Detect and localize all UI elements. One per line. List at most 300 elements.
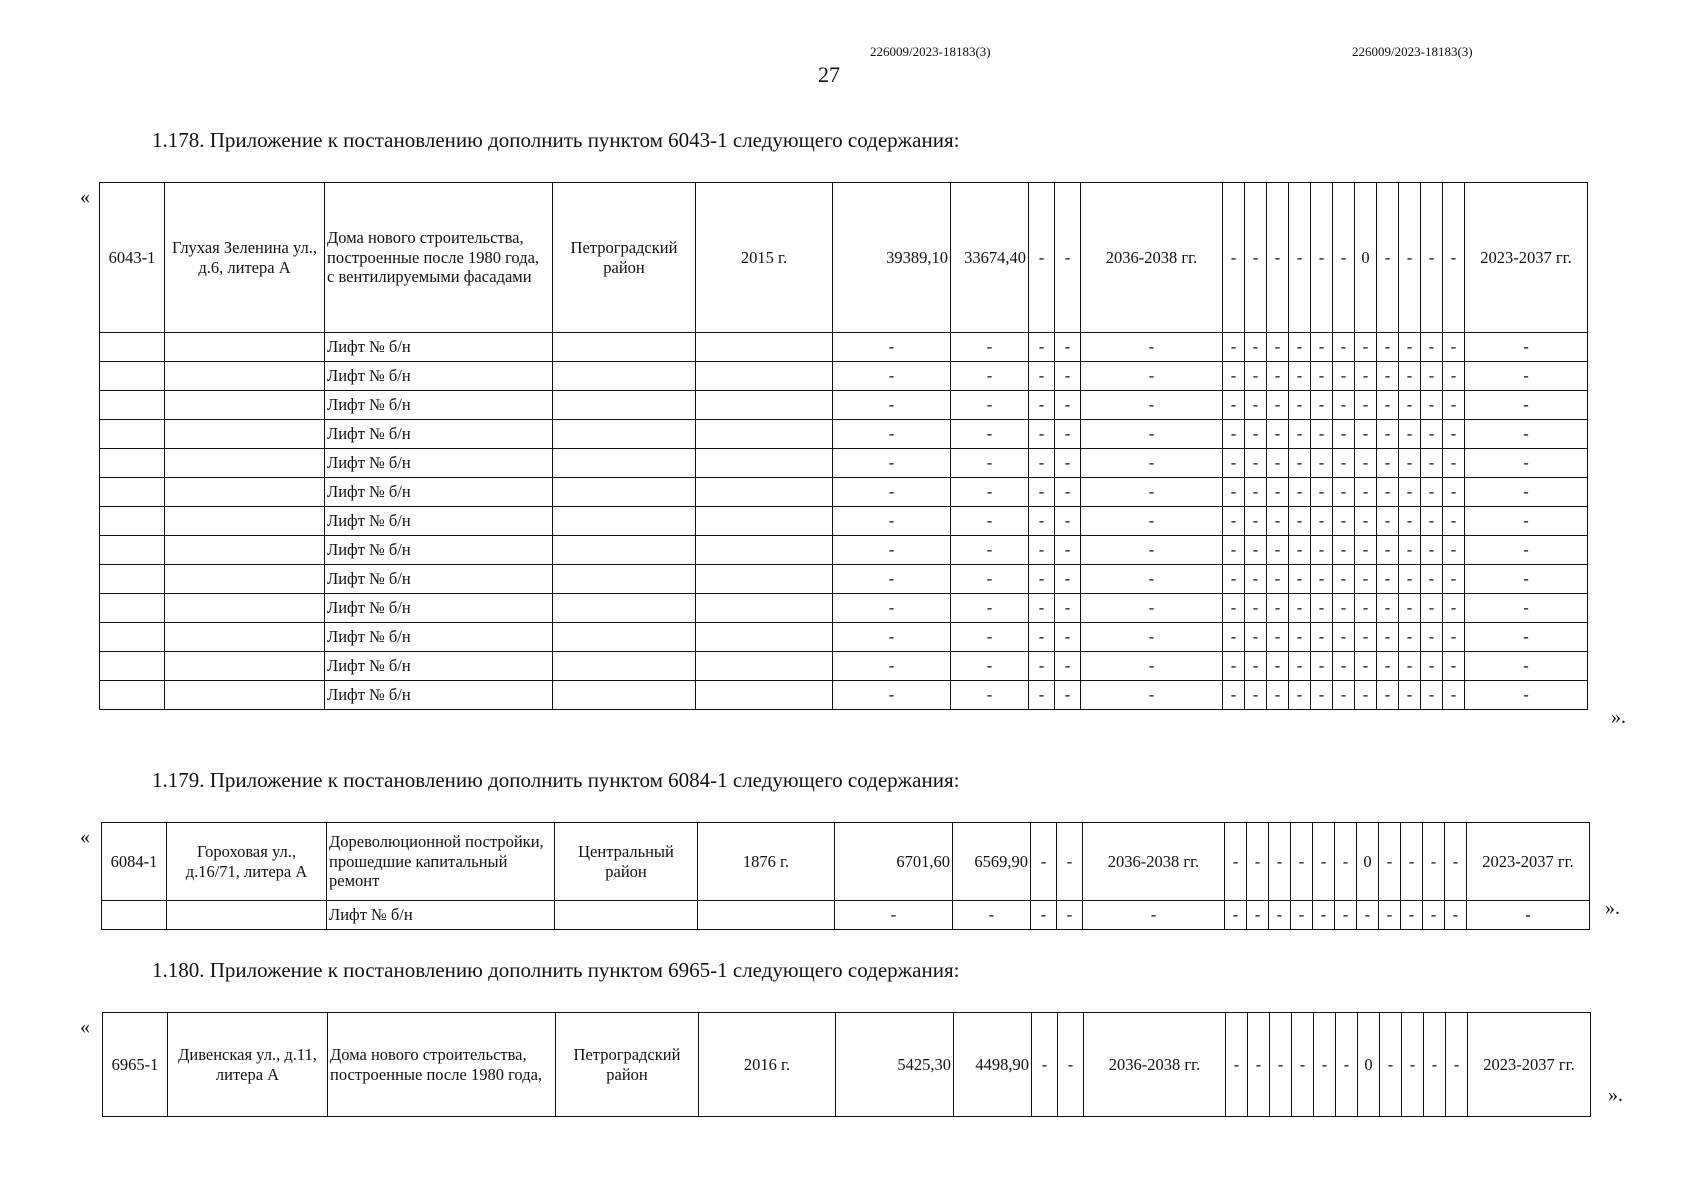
mark-cell: - <box>1399 449 1421 478</box>
elevator-label: Лифт № б/н <box>325 507 553 536</box>
district: Центральный район <box>555 823 698 901</box>
item-number <box>100 652 165 681</box>
mark-cell: - <box>1267 362 1289 391</box>
mark-cell: - <box>1399 565 1421 594</box>
col-c1: - <box>1032 1013 1058 1117</box>
col-c2: - <box>1055 391 1081 420</box>
area-living: - <box>951 536 1029 565</box>
mark-cell: - <box>1311 594 1333 623</box>
col-c1: - <box>1029 478 1055 507</box>
district: Петроградский район <box>553 183 696 333</box>
table-row <box>100 478 1588 507</box>
district <box>555 901 698 930</box>
build-year: 2016 г. <box>699 1013 836 1117</box>
build-year <box>696 478 833 507</box>
mark-cell: - <box>1377 536 1399 565</box>
mark-cell: - <box>1245 594 1267 623</box>
build-year: 2015 г. <box>696 183 833 333</box>
mark-cell: - <box>1333 623 1355 652</box>
mark-cell: - <box>1225 823 1247 901</box>
col-c2: - <box>1055 681 1081 710</box>
mark-cell: - <box>1443 478 1465 507</box>
col-c2: - <box>1057 823 1083 901</box>
mark-cell: - <box>1245 183 1267 333</box>
mark-cell: - <box>1245 623 1267 652</box>
col-c2: - <box>1055 362 1081 391</box>
mark-cell: - <box>1289 183 1311 333</box>
district <box>553 420 696 449</box>
mark-cell: - <box>1311 183 1333 333</box>
build-year <box>696 652 833 681</box>
mark-cell: - <box>1289 391 1311 420</box>
mark-cell: - <box>1267 333 1289 362</box>
col-c1: - <box>1029 536 1055 565</box>
item-number <box>102 901 167 930</box>
mark-cell: - <box>1289 623 1311 652</box>
area-living: - <box>951 420 1029 449</box>
address <box>165 565 325 594</box>
item-number <box>100 565 165 594</box>
address <box>165 420 325 449</box>
address <box>165 391 325 420</box>
mark-cell: - <box>1311 681 1333 710</box>
mark-cell: - <box>1377 420 1399 449</box>
col-c2: - <box>1055 623 1081 652</box>
section-title-1179: 1.179. Приложение к постановлению дополнить пунктом 6084-1 следующего содержания: <box>152 768 960 792</box>
mark-cell: - <box>1333 536 1355 565</box>
mark-cell: - <box>1377 681 1399 710</box>
plan-period: - <box>1465 652 1588 681</box>
table-row <box>100 594 1588 623</box>
period: - <box>1081 449 1223 478</box>
area-living: - <box>951 391 1029 420</box>
mark-cell: - <box>1245 362 1267 391</box>
mark-cell: - <box>1311 623 1333 652</box>
period: - <box>1081 681 1223 710</box>
item-number <box>100 420 165 449</box>
mark-cell: - <box>1333 183 1355 333</box>
mark-cell: - <box>1355 536 1377 565</box>
area-total: - <box>833 478 951 507</box>
mark-cell: - <box>1421 333 1443 362</box>
col-c2: - <box>1055 507 1081 536</box>
mark-cell: - <box>1421 449 1443 478</box>
mark-cell: 0 <box>1357 823 1379 901</box>
mark-cell: - <box>1267 681 1289 710</box>
mark-cell: - <box>1270 1013 1292 1117</box>
item-number: 6084-1 <box>102 823 167 901</box>
table-row-main <box>100 183 1588 333</box>
mark-cell: - <box>1245 449 1267 478</box>
mark-cell: - <box>1267 183 1289 333</box>
area-total: - <box>833 391 951 420</box>
build-year <box>696 420 833 449</box>
address <box>165 594 325 623</box>
mark-cell: - <box>1421 623 1443 652</box>
mark-cell: - <box>1377 449 1399 478</box>
open-quote-1178: « <box>80 186 90 208</box>
table-row-main <box>102 823 1590 901</box>
item-number <box>100 594 165 623</box>
elevator-label: Лифт № б/н <box>325 594 553 623</box>
mark-cell: - <box>1247 901 1269 930</box>
mark-cell: - <box>1377 652 1399 681</box>
mark-cell: - <box>1424 1013 1446 1117</box>
mark-cell: - <box>1289 420 1311 449</box>
col-c2: - <box>1055 565 1081 594</box>
building-type: Дореволюционной постройки, прошедшие капитальный ремонт <box>327 823 555 901</box>
address <box>165 507 325 536</box>
area-total: - <box>833 652 951 681</box>
area-total: - <box>833 420 951 449</box>
mark-cell: - <box>1377 333 1399 362</box>
period: - <box>1081 507 1223 536</box>
mark-cell: - <box>1443 391 1465 420</box>
district <box>553 652 696 681</box>
mark-cell: - <box>1311 507 1333 536</box>
col-c2: - <box>1055 536 1081 565</box>
mark-cell: - <box>1289 681 1311 710</box>
area-living: - <box>951 507 1029 536</box>
col-c2: - <box>1057 901 1083 930</box>
mark-cell: - <box>1223 565 1245 594</box>
area-total: - <box>833 449 951 478</box>
mark-cell: - <box>1333 478 1355 507</box>
plan-period: - <box>1465 449 1588 478</box>
address: Гороховая ул., д.16/71, литера А <box>167 823 327 901</box>
col-c1: - <box>1029 623 1055 652</box>
mark-cell: - <box>1289 594 1311 623</box>
period: - <box>1081 652 1223 681</box>
col-c2: - <box>1055 333 1081 362</box>
plan-period: - <box>1465 420 1588 449</box>
mark-cell: - <box>1225 901 1247 930</box>
col-c1: - <box>1029 594 1055 623</box>
mark-cell: - <box>1379 901 1401 930</box>
mark-cell: - <box>1399 391 1421 420</box>
area-total: - <box>833 362 951 391</box>
district <box>553 391 696 420</box>
mark-cell: - <box>1401 823 1423 901</box>
period: 2036-2038 гг. <box>1083 823 1225 901</box>
mark-cell: - <box>1333 652 1355 681</box>
mark-cell: - <box>1223 594 1245 623</box>
mark-cell: - <box>1377 507 1399 536</box>
mark-cell: - <box>1443 681 1465 710</box>
mark-cell: - <box>1247 823 1269 901</box>
period: 2036-2038 гг. <box>1084 1013 1226 1117</box>
col-c1: - <box>1031 823 1057 901</box>
area-living: - <box>951 478 1029 507</box>
plan-period: 2023-2037 гг. <box>1465 183 1588 333</box>
mark-cell: - <box>1267 478 1289 507</box>
period: - <box>1081 478 1223 507</box>
close-quote-1178: ». <box>1611 706 1626 728</box>
mark-cell: - <box>1223 333 1245 362</box>
mark-cell: - <box>1267 507 1289 536</box>
mark-cell: - <box>1223 391 1245 420</box>
mark-cell: - <box>1355 449 1377 478</box>
area-living: - <box>951 652 1029 681</box>
mark-cell: - <box>1377 565 1399 594</box>
col-c1: - <box>1029 565 1055 594</box>
mark-cell: - <box>1335 901 1357 930</box>
area-total: - <box>833 565 951 594</box>
plan-period: - <box>1465 536 1588 565</box>
item-number <box>100 362 165 391</box>
area-total: - <box>833 594 951 623</box>
mark-cell: - <box>1223 183 1245 333</box>
mark-cell: - <box>1421 536 1443 565</box>
mark-cell: - <box>1336 1013 1358 1117</box>
plan-period: - <box>1465 507 1588 536</box>
mark-cell: - <box>1267 594 1289 623</box>
district <box>553 333 696 362</box>
item-number <box>100 478 165 507</box>
mark-cell: - <box>1223 478 1245 507</box>
mark-cell: - <box>1355 565 1377 594</box>
mark-cell: - <box>1443 565 1465 594</box>
mark-cell: - <box>1423 823 1445 901</box>
area-living: - <box>951 449 1029 478</box>
mark-cell: - <box>1267 565 1289 594</box>
table-row <box>100 420 1588 449</box>
mark-cell: - <box>1289 362 1311 391</box>
mark-cell: - <box>1245 681 1267 710</box>
area-total: - <box>833 623 951 652</box>
mark-cell: - <box>1355 362 1377 391</box>
mark-cell: - <box>1333 420 1355 449</box>
area-living: - <box>951 594 1029 623</box>
mark-cell: - <box>1314 1013 1336 1117</box>
district <box>553 478 696 507</box>
mark-cell: - <box>1355 333 1377 362</box>
mark-cell: - <box>1377 362 1399 391</box>
address: Дивенская ул., д.11, литера А <box>168 1013 328 1117</box>
table-1178 <box>99 182 1588 710</box>
mark-cell: - <box>1443 420 1465 449</box>
table-row-main <box>103 1013 1591 1117</box>
mark-cell: - <box>1379 823 1401 901</box>
elevator-label: Лифт № б/н <box>325 565 553 594</box>
item-number <box>100 391 165 420</box>
area-total: 5425,30 <box>836 1013 954 1117</box>
plan-period: 2023-2037 гг. <box>1468 1013 1591 1117</box>
address <box>165 536 325 565</box>
mark-cell: - <box>1245 391 1267 420</box>
mark-cell: - <box>1267 449 1289 478</box>
mark-cell: - <box>1289 449 1311 478</box>
mark-cell: - <box>1289 507 1311 536</box>
build-year <box>696 362 833 391</box>
col-c2: - <box>1055 594 1081 623</box>
elevator-label: Лифт № б/н <box>325 391 553 420</box>
col-c2: - <box>1055 183 1081 333</box>
mark-cell: - <box>1380 1013 1402 1117</box>
mark-cell: - <box>1445 901 1467 930</box>
mark-cell: 0 <box>1355 183 1377 333</box>
mark-cell: - <box>1377 623 1399 652</box>
elevator-label: Лифт № б/н <box>325 681 553 710</box>
mark-cell: - <box>1446 1013 1468 1117</box>
mark-cell: - <box>1333 681 1355 710</box>
table-1180 <box>102 1012 1591 1117</box>
mark-cell: - <box>1269 901 1291 930</box>
area-living: - <box>951 623 1029 652</box>
mark-cell: - <box>1399 362 1421 391</box>
mark-cell: - <box>1355 420 1377 449</box>
close-quote-1179: ». <box>1605 897 1620 919</box>
mark-cell: - <box>1399 507 1421 536</box>
mark-cell: - <box>1333 565 1355 594</box>
mark-cell: - <box>1333 362 1355 391</box>
col-c1: - <box>1029 420 1055 449</box>
mark-cell: - <box>1267 420 1289 449</box>
building-type: Дома нового строительства, построенные после 1980 года, с вентилируемыми фасадами <box>325 183 553 333</box>
mark-cell: - <box>1421 183 1443 333</box>
mark-cell: - <box>1443 594 1465 623</box>
mark-cell: - <box>1355 681 1377 710</box>
mark-cell: - <box>1311 449 1333 478</box>
area-total: - <box>833 536 951 565</box>
mark-cell: - <box>1443 362 1465 391</box>
build-year <box>696 681 833 710</box>
mark-cell: - <box>1399 333 1421 362</box>
table-row <box>100 362 1588 391</box>
area-living: - <box>951 362 1029 391</box>
table-row <box>100 565 1588 594</box>
elevator-label: Лифт № б/н <box>325 362 553 391</box>
mark-cell: - <box>1355 391 1377 420</box>
mark-cell: - <box>1333 449 1355 478</box>
mark-cell: - <box>1443 623 1465 652</box>
col-c1: - <box>1029 652 1055 681</box>
mark-cell: - <box>1421 391 1443 420</box>
build-year <box>698 901 835 930</box>
area-living: - <box>953 901 1031 930</box>
mark-cell: - <box>1333 333 1355 362</box>
area-living: 6569,90 <box>953 823 1031 901</box>
col-c1: - <box>1031 901 1057 930</box>
mark-cell: - <box>1377 391 1399 420</box>
mark-cell: - <box>1357 901 1379 930</box>
area-total: - <box>833 681 951 710</box>
item-number <box>100 623 165 652</box>
table-row <box>100 449 1588 478</box>
period: - <box>1081 623 1223 652</box>
area-living: 33674,40 <box>951 183 1029 333</box>
item-number <box>100 507 165 536</box>
mark-cell: - <box>1289 478 1311 507</box>
elevator-label: Лифт № б/н <box>325 333 553 362</box>
mark-cell: - <box>1333 594 1355 623</box>
plan-period: 2023-2037 гг. <box>1467 823 1590 901</box>
address <box>165 333 325 362</box>
section-title-1178: 1.178. Приложение к постановлению дополнить пунктом 6043-1 следующего содержания: <box>152 128 960 152</box>
mark-cell: - <box>1333 507 1355 536</box>
col-c2: - <box>1058 1013 1084 1117</box>
table-row <box>100 652 1588 681</box>
mark-cell: - <box>1311 362 1333 391</box>
col-c2: - <box>1055 652 1081 681</box>
mark-cell: - <box>1245 507 1267 536</box>
mark-cell: - <box>1421 681 1443 710</box>
area-living: - <box>951 565 1029 594</box>
period: - <box>1081 362 1223 391</box>
mark-cell: - <box>1443 536 1465 565</box>
area-total: - <box>833 333 951 362</box>
plan-period: - <box>1465 333 1588 362</box>
col-c1: - <box>1029 449 1055 478</box>
mark-cell: 0 <box>1358 1013 1380 1117</box>
mark-cell: - <box>1267 391 1289 420</box>
page-number: 27 <box>818 62 840 87</box>
building-type: Дома нового строительства, построенные после 1980 года, <box>328 1013 556 1117</box>
area-total: 6701,60 <box>835 823 953 901</box>
period: 2036-2038 гг. <box>1081 183 1223 333</box>
mark-cell: - <box>1355 623 1377 652</box>
mark-cell: - <box>1335 823 1357 901</box>
table-row <box>100 623 1588 652</box>
col-c1: - <box>1029 333 1055 362</box>
mark-cell: - <box>1226 1013 1248 1117</box>
mark-cell: - <box>1421 362 1443 391</box>
elevator-label: Лифт № б/н <box>325 623 553 652</box>
mark-cell: - <box>1399 652 1421 681</box>
col-c1: - <box>1029 391 1055 420</box>
mark-cell: - <box>1423 901 1445 930</box>
mark-cell: - <box>1401 901 1423 930</box>
build-year <box>696 507 833 536</box>
mark-cell: - <box>1399 594 1421 623</box>
mark-cell: - <box>1311 478 1333 507</box>
elevator-label: Лифт № б/н <box>325 478 553 507</box>
mark-cell: - <box>1443 507 1465 536</box>
area-total: 39389,10 <box>833 183 951 333</box>
col-c2: - <box>1055 420 1081 449</box>
mark-cell: - <box>1313 901 1335 930</box>
mark-cell: - <box>1421 478 1443 507</box>
district <box>553 565 696 594</box>
mark-cell: - <box>1399 623 1421 652</box>
item-number <box>100 536 165 565</box>
mark-cell: - <box>1289 652 1311 681</box>
mark-cell: - <box>1377 478 1399 507</box>
build-year <box>696 536 833 565</box>
mark-cell: - <box>1223 681 1245 710</box>
district <box>553 536 696 565</box>
area-total: - <box>833 507 951 536</box>
mark-cell: - <box>1223 449 1245 478</box>
period: - <box>1081 333 1223 362</box>
plan-period: - <box>1465 594 1588 623</box>
district <box>553 507 696 536</box>
address <box>165 681 325 710</box>
district <box>553 681 696 710</box>
col-c1: - <box>1029 183 1055 333</box>
mark-cell: - <box>1399 536 1421 565</box>
mark-cell: - <box>1311 565 1333 594</box>
mark-cell: - <box>1267 536 1289 565</box>
col-c2: - <box>1055 478 1081 507</box>
mark-cell: - <box>1421 507 1443 536</box>
mark-cell: - <box>1245 478 1267 507</box>
address <box>165 652 325 681</box>
table-row <box>100 391 1588 420</box>
mark-cell: - <box>1223 652 1245 681</box>
mark-cell: - <box>1289 333 1311 362</box>
district <box>553 362 696 391</box>
